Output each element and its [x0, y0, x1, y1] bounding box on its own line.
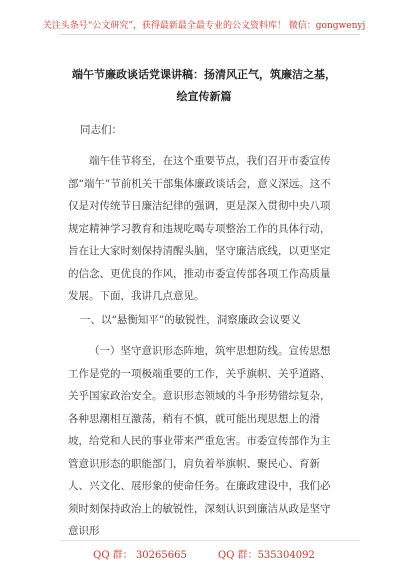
- footer-qq-group-2: QQ 群：535304092: [218, 550, 315, 561]
- footer-qq-group-1: QQ 群： 30265665: [93, 550, 187, 561]
- footer-divider: [60, 540, 360, 541]
- greeting: 同志们：: [80, 124, 122, 136]
- document-title: 端午节廉政谈话党课讲稿：扬清风正气，筑廉洁之基，绘宣传新篇: [72, 68, 336, 103]
- header-divider: [60, 34, 360, 35]
- paragraph-section-1-1: （一）坚守意识形态阵地，筑牢思想防线。宣传思想工作是党的一项极端重要的工作，关乎旗帜、关乎道路、关乎国家政治安全。意识形态领域的斗争形势错综复杂，各种思潮相互激荡，稍有不慎，就可能出现思想上的滑坡，给党和人民的事业带来严重危害。市委宣传部作为主管意识形态的职能部门，肩负着举旗帜、聚民心、育新人、兴文化、展形象的使命任务。在廉政建设中，我们必须时刻保持政治上的敏锐性，深刻认识到廉洁从政是坚守意识形: [68, 345, 331, 537]
- paragraph-intro: 端午佳节将至，在这个重要节点，我们召开市委宣传部“端午”节前机关干部集体廉政谈话会，意义深远。这不仅是对传统节日廉洁纪律的强调，更是深入贯彻中央八项规定精神学习教育和违规吃喝专项整治工作的具体行动，旨在让大家时刻保持清醒头脑，坚守廉洁底线，以更坚定的信念、更优良的作风，推动市委宣传部各项工作高质量发展。下面，我讲几点意见。: [68, 155, 331, 302]
- footer-qq-groups: [0, 546, 408, 561]
- header-promo-note: 关注头条号“公文研究”，获得最新最全最专业的公文资料库！ 微信：gongwenyj: [42, 21, 366, 31]
- section-heading-1: 一、以“悬衡知平”的敏锐性，洞察廉政会议要义: [80, 314, 301, 326]
